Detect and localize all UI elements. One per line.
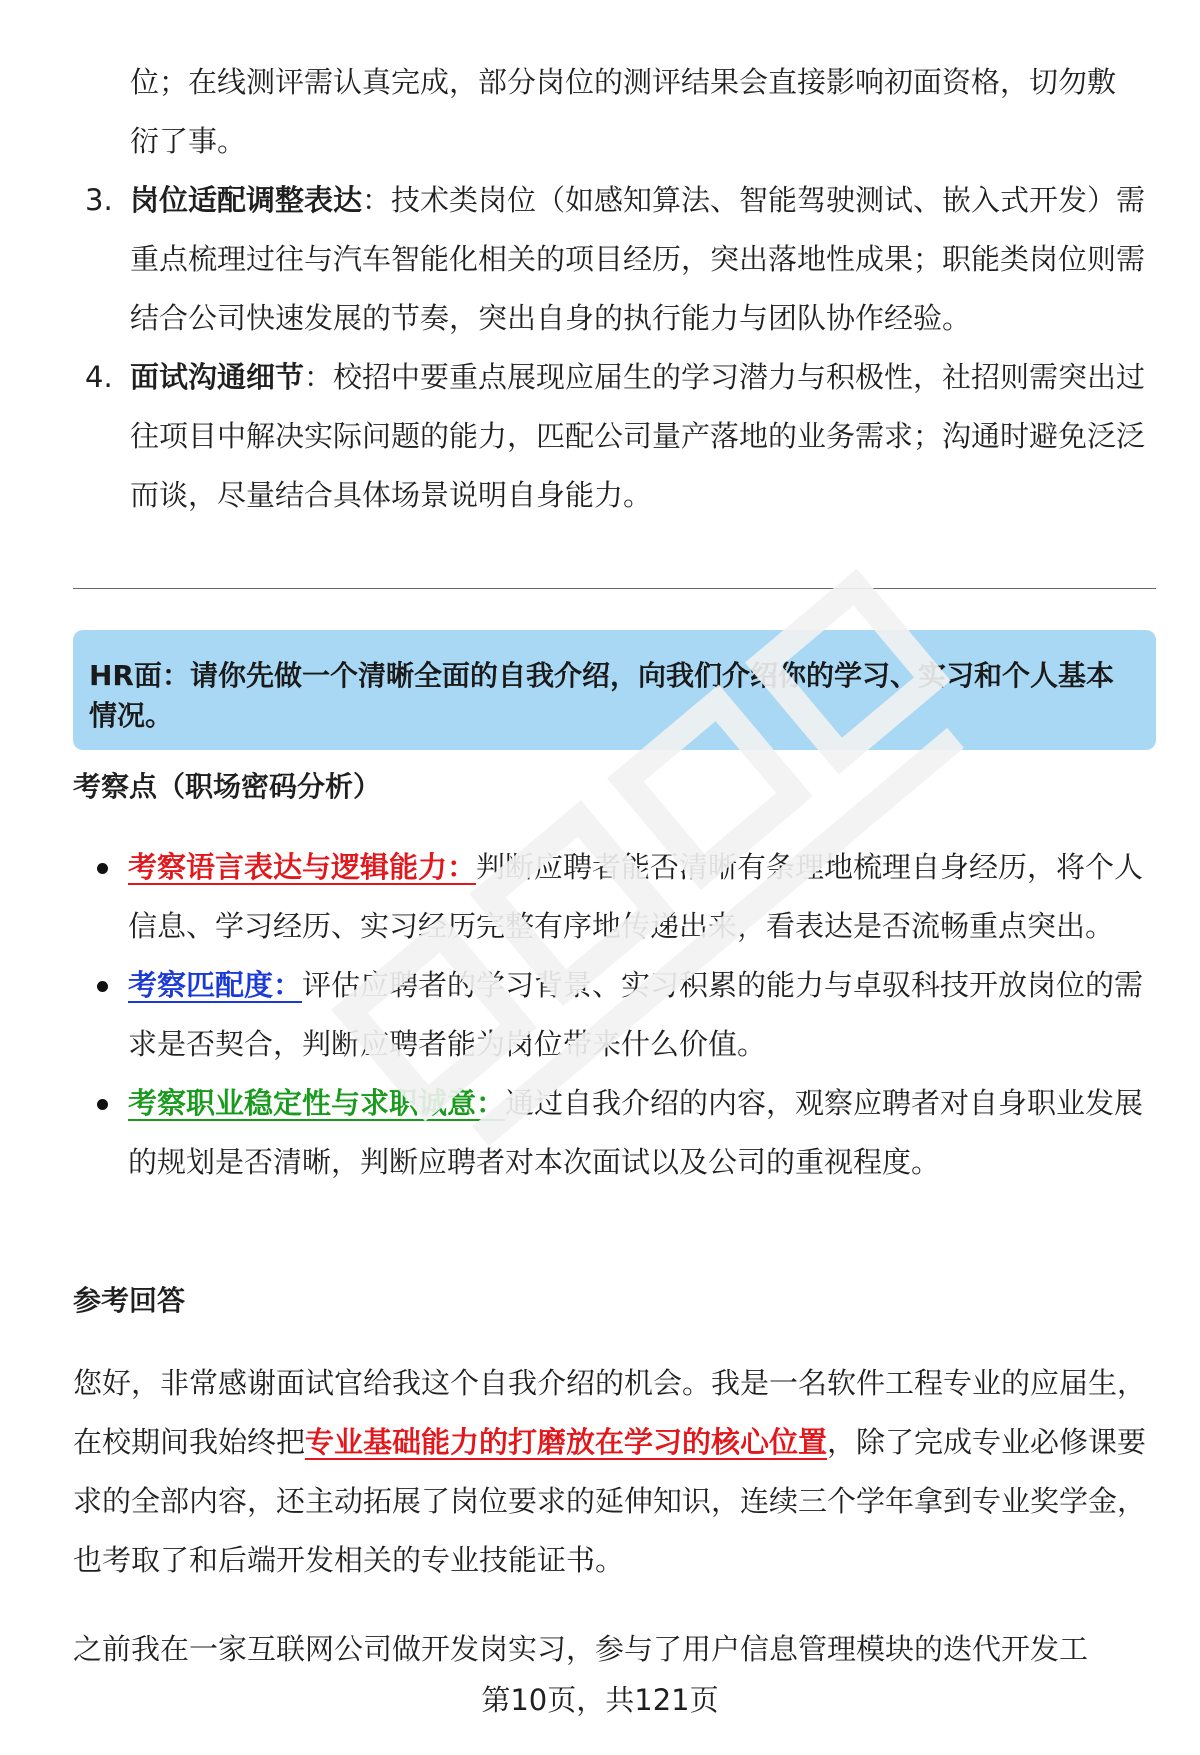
answer-paragraph: [73, 1354, 1158, 1590]
bullet-dot-icon: [97, 981, 108, 992]
bullet-keyword: 考察语言表达与逻辑能力：: [128, 850, 477, 884]
bullet-text: 通过自我介绍的内容，观察应聘者对自身职业发展的规划是否清晰，判断应聘者对本次面试以及公司的重视程度。: [128, 1086, 1144, 1179]
list-number: 4.: [85, 360, 113, 394]
bullet-dot-icon: [97, 863, 108, 874]
list-number: 3.: [85, 183, 113, 217]
answer-highlight: 专业基础能力的打磨放在学习的核心位置: [305, 1425, 828, 1459]
analysis-heading: 考察点（职场密码分析）: [73, 770, 382, 803]
page-number: 第10页，共121页: [481, 1683, 719, 1717]
list-item-title: 岗位适配调整表达: [130, 183, 363, 217]
list-item: [75, 171, 1150, 348]
answer-text: 之前我在一家互联网公司做开发岗实习，参与了用户信息管理模块的迭代开发工: [73, 1632, 1089, 1666]
list-item-title: 面试沟通细节: [130, 360, 305, 394]
continuation-line: 衍了事。: [130, 124, 247, 158]
answer-text: ，除了完成专业必修课要求的全部内容，还主动拓展了岗位要求的延伸知识，连续三个学年拿到专业奖学金，也考取了和后端开发相关的专业技能证书。: [73, 1425, 1147, 1577]
analysis-bullet-list: [73, 838, 1158, 1192]
bullet-item: [73, 838, 1158, 956]
bullet-item: [73, 956, 1158, 1074]
bullet-text: 评估应聘者的学习背景、实习积累的能力与卓驭科技开放岗位的需求是否契合，判断应聘者能为岗位带来什么价值。: [128, 968, 1144, 1061]
bullet-item: [73, 1074, 1158, 1192]
answer-paragraph: [73, 1620, 1158, 1679]
answer-text: 您好，非常感谢面试官给我这个自我介绍的机会。我是一名软件工程专业的应届生，在校期间我始终把: [73, 1366, 1147, 1459]
reference-heading: 参考回答: [73, 1284, 186, 1317]
question-text: HR面：请你先做一个清晰全面的自我介绍，向我们介绍你的学习、实习和个人基本情况。: [89, 659, 1114, 732]
interview-question-box: [73, 630, 1156, 750]
bullet-keyword: 考察匹配度：: [128, 968, 303, 1002]
bullet-dot-icon: [97, 1099, 108, 1110]
bullet-text: 判断应聘者能否清晰有条理地梳理自身经历，将个人信息、学习经历、实习经历完整有序地传递出来，看表达是否流畅重点突出。: [128, 850, 1144, 943]
section-divider: [73, 588, 1156, 589]
bullet-keyword: 考察职业稳定性与求职诚意：: [128, 1086, 506, 1120]
list-item-text: ：技术类岗位（如感知算法、智能驾驶测试、嵌入式开发）需重点梳理过往与汽车智能化相关的项目经历，突出落地性成果；职能类岗位则需结合公司快速发展的节奏，突出自身的执行能力与团队协作经验。: [130, 183, 1146, 335]
list-item-text: ：校招中要重点展现应届生的学习潜力与积极性，社招则需突出过往项目中解决实际问题的能力，匹配公司量产落地的业务需求；沟通时避免泛泛而谈，尽量结合具体场景说明自身能力。: [130, 360, 1146, 512]
continuation-line: 位；在线测评需认真完成，部分岗位的测评结果会直接影响初面资格，切勿敷: [130, 65, 1117, 99]
numbered-list: [75, 53, 1150, 525]
list-item-continuation: [75, 53, 1150, 171]
list-item: [75, 348, 1150, 525]
